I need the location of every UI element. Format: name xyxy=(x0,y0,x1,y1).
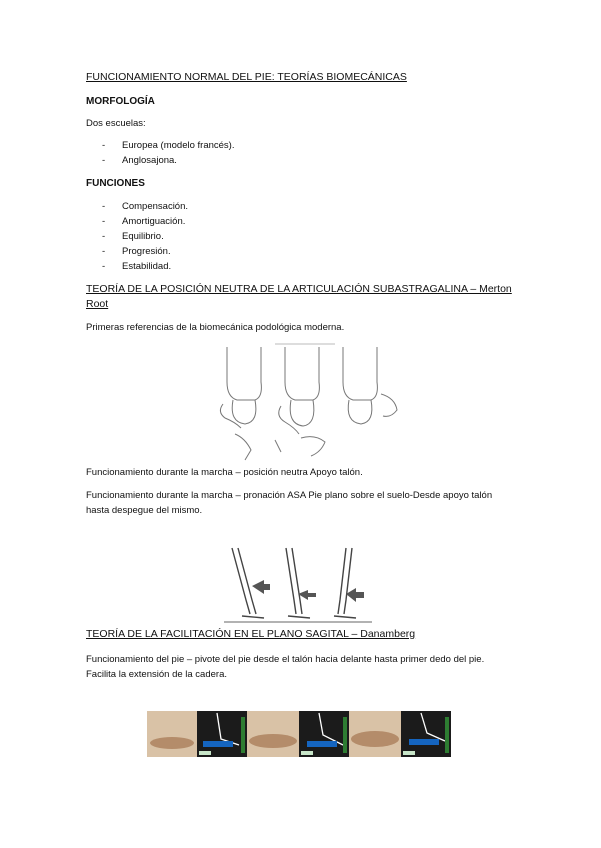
feet-drawing xyxy=(215,342,405,462)
section1-heading-line1: TEORÍA DE LA POSICIÓN NEUTRA DE LA ARTICULACIÓN SUBASTRAGALINA – Merton xyxy=(86,283,512,295)
legs-pronation-figure xyxy=(224,544,372,626)
section1-p2-line2: hasta despegue del mismo. xyxy=(86,505,203,516)
list-item: - Amortiguación. xyxy=(122,214,188,229)
morfologia-intro: Dos escuelas: xyxy=(86,118,146,129)
section2-p1-line1: Funcionamiento del pie – pivote del pie desde el talón hacia delante hasta primer dedo del pie. xyxy=(86,654,485,665)
sagittal-plane-photo-strip xyxy=(147,711,451,757)
morfologia-heading: MORFOLOGÍA xyxy=(86,96,155,107)
legs-drawing xyxy=(224,544,372,626)
section1-heading xyxy=(86,282,512,312)
section1-heading-line2: Root xyxy=(86,298,109,310)
feet-neutral-position-figure xyxy=(215,342,405,462)
photo-strip-drawing xyxy=(147,711,451,757)
section1-p1: Funcionamiento durante la marcha – posición neutra Apoyo talón. xyxy=(86,467,363,478)
section1-p2 xyxy=(86,490,492,517)
section2-p1 xyxy=(86,654,484,681)
morfologia-list xyxy=(122,138,234,168)
list-item: - Equilibrio. xyxy=(122,229,188,244)
list-item: - Progresión. xyxy=(122,244,188,259)
list-item: - Anglosajona. xyxy=(122,153,234,168)
section2-p1-line2: Facilita la extensión de la cadera. xyxy=(86,669,227,680)
section2-heading: TEORÍA DE LA FACILITACIÓN EN EL PLANO SAGITAL – Danamberg xyxy=(86,628,416,640)
page-title: FUNCIONAMIENTO NORMAL DEL PIE: TEORÍAS BIOMECÁNICAS xyxy=(86,71,407,83)
section1-p2-line1: Funcionamiento durante la marcha – pronación ASA Pie plano sobre el suelo-Desde apoyo talón xyxy=(86,490,493,501)
list-item: - Compensación. xyxy=(122,199,188,214)
funciones-list xyxy=(122,199,188,274)
section1-intro: Primeras referencias de la biomecánica podológica moderna. xyxy=(86,322,345,333)
funciones-heading: FUNCIONES xyxy=(86,178,145,189)
list-item: - Europea (modelo francés). xyxy=(122,138,234,153)
list-item: - Estabilidad. xyxy=(122,259,188,274)
